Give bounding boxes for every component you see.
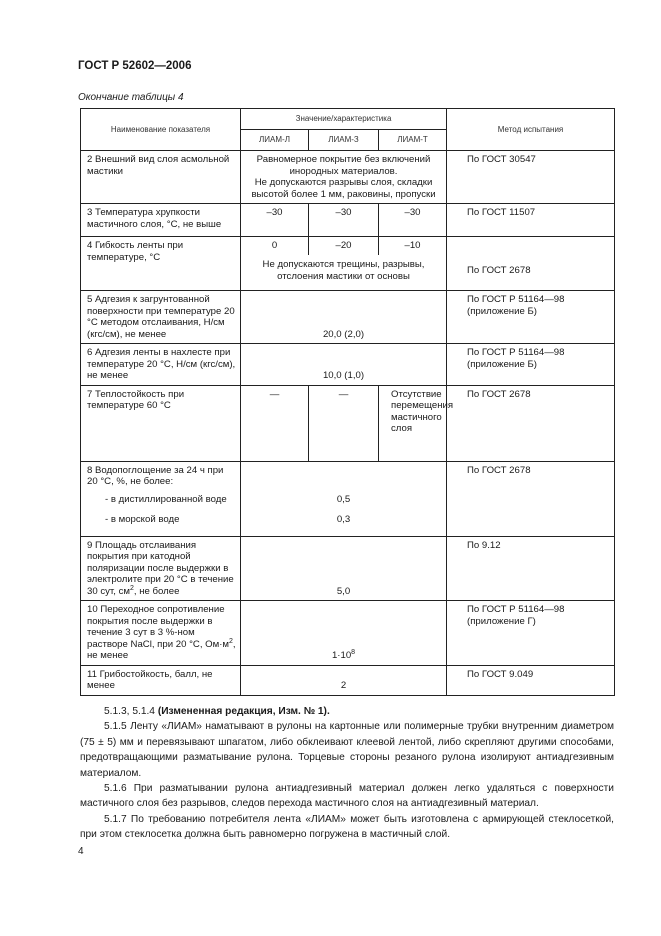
row-name: 4 Гибкость ленты при температуре, °С (81, 237, 241, 291)
row-name: 2 Внешний вид слоя асмольной мастики (81, 151, 241, 204)
row-value: 2 (241, 665, 447, 695)
row-value: 5,0 (241, 536, 447, 601)
document-header: ГОСТ Р 52602—2006 (78, 60, 192, 72)
row-name: 7 Теплостойкость при температуре 60 °С (81, 385, 241, 461)
page-number: 4 (78, 846, 84, 857)
row-method: По ГОСТ Р 51164—98 (приложение Б) (447, 344, 615, 386)
table-row (81, 536, 615, 601)
table-row (81, 204, 615, 237)
row-method: По ГОСТ Р 51164—98 (приложение Г) (447, 601, 615, 666)
value-liam-l: — (241, 385, 309, 461)
row-value: 10,0 (1,0) (241, 344, 447, 386)
properties-table (80, 108, 615, 696)
header-value: Значение/характеристика (241, 109, 447, 130)
row-name: 6 Адгезия ленты в нахлесте при температуре 20 °С, Н/см (кгс/см), не менее (81, 344, 241, 386)
table-header-row (81, 109, 615, 130)
table-row (81, 461, 615, 536)
value-liam-z: –30 (309, 204, 379, 237)
value-liam-l: –30 (241, 204, 309, 237)
value-line: Не допускаются разрывы слоя, складки высотой более 1 мм, раковины, пропуски (251, 177, 436, 200)
header-test-method: Метод испытания (447, 109, 615, 151)
row-name: 3 Температура хрупкости мастичного слоя, °С, не выше (81, 204, 241, 237)
table-row (81, 344, 615, 386)
row-name: 5 Адгезия к загрунтованной поверхности при температуре 20 °С методом отслаивания, Н/см (кгс/см), не менее (81, 291, 241, 344)
row-method: По 9.12 (447, 536, 615, 601)
table-row (81, 291, 615, 344)
row-name: 9 Площадь отслаивания покрытия при катодной поляризации после выдержки в электролите при 20 °С в течение 30 сут, $см^2$, не более (81, 536, 241, 601)
sub-item: - в морской воде (105, 514, 180, 525)
row-value (241, 461, 447, 536)
row-name (81, 461, 241, 536)
value-liam-t: –30 (379, 204, 447, 237)
table-row (81, 237, 615, 256)
row-name: 11 Грибостойкость, балл, не менее (81, 665, 241, 695)
row-method: По ГОСТ Р 51164—98 (приложение Б) (447, 291, 615, 344)
row-value: $1\cdot 10^8$ (241, 601, 447, 666)
header-liam-t: ЛИАМ-Т (379, 130, 447, 151)
body-text (80, 704, 614, 843)
header-liam-z: ЛИАМ-З (309, 130, 379, 151)
row-method: По ГОСТ 30547 (447, 151, 615, 204)
header-indicator-name: Наименование показателя (81, 109, 241, 151)
value-liam-t: Отсутствие перемещения мастичного слоя (379, 385, 447, 461)
sub-item: - в дистиллированной воде (105, 493, 227, 505)
table-row (81, 665, 615, 695)
value-liam-t: –10 (379, 237, 447, 256)
row-name-text: 8 Водопоглощение за 24 ч при 20 °С, %, не более: (87, 464, 224, 487)
table-row (81, 385, 615, 461)
paragraph: 5.1.7 По требованию потребителя лента «ЛИАМ» может быть изготовлена с армирующей стеклосеткой, при этом стеклосетка должна быть равномерно погружена в мастичный слой. (80, 813, 614, 841)
row-value (241, 151, 447, 204)
header-liam-l: ЛИАМ-Л (241, 130, 309, 151)
value-liam-z: –20 (309, 237, 379, 256)
table-row (81, 151, 615, 204)
table-caption: Окончание таблицы 4 (78, 92, 184, 103)
row-method: По ГОСТ 9.049 (447, 665, 615, 695)
paragraph: 5.1.3, 5.1.4 (Измененная редакция, Изм. № 1). (104, 706, 330, 717)
value-liam-l: 0 (241, 237, 309, 256)
value-liam-z: — (309, 385, 379, 461)
value-line: 0,3 (336, 514, 351, 525)
paragraph: 5.1.6 При разматывании рулона антиадгезивный материал должен легко удаляться с поверхности мастичного слоя без разрывов, следов перехода мастичного слоя на антиадгезивный материал. (80, 783, 614, 810)
row-method: По ГОСТ 2678 (447, 385, 615, 461)
row-note: Не допускаются трещины, разрывы, отслоения мастики от основы (241, 255, 447, 291)
paragraph: 5.1.5 Ленту «ЛИАМ» наматывают в рулоны на картонные или полимерные трубки внутренним диаметром (75 ± 5) мм и перевязывают шпагатом, либо обклеивают клеевой лентой, либо скрепляют другими способами, предотвращающими разматывание рулона. Торцевые стороны резаного рулона изолируют антиадгезивным материалом. (80, 721, 614, 779)
row-name: 10 Переходное сопротивление покрытия после выдержки в течение 3 сут в 3 %-ном растворе NaCl, при 20 °С, $Ом\cdot м^2$, не менее (81, 601, 241, 666)
value-line: 0,5 (336, 493, 351, 505)
row-method: По ГОСТ 2678 (447, 461, 615, 536)
table-row (81, 601, 615, 666)
value-line: Равномерное покрытие без включений инородных материалов. (256, 154, 431, 177)
row-method: По ГОСТ 2678 (447, 237, 615, 291)
row-value: 20,0 (2,0) (241, 291, 447, 344)
row-method: По ГОСТ 11507 (447, 204, 615, 237)
